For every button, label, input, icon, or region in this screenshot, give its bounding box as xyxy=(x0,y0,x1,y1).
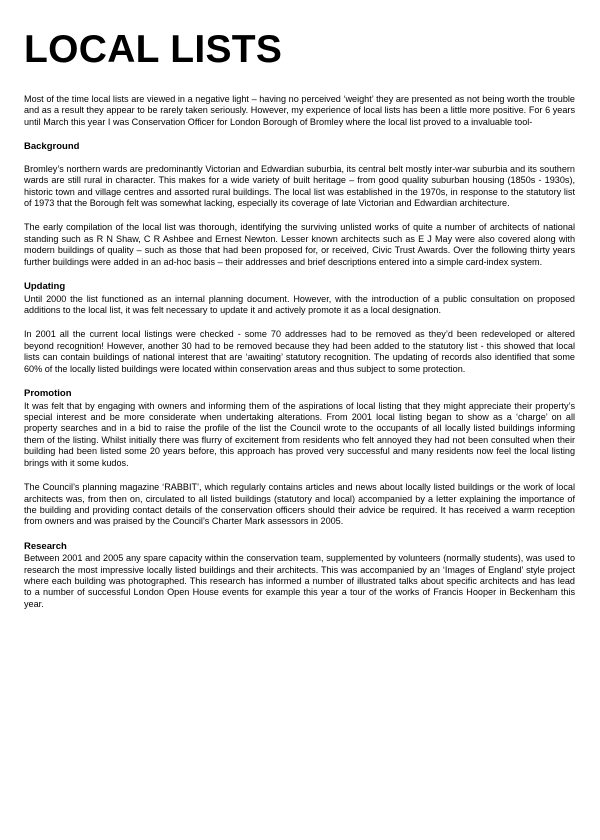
updating-paragraph-1: Until 2000 the list functioned as an internal planning document. However, with the introduction of a public consultation on proposed additions to the local list, it was felt necessary to update it and actively promote it as a local designation. xyxy=(24,293,575,315)
research-paragraph-1: Between 2001 and 2005 any spare capacity within the conservation team, supplemented by volunteers (normally students), was used to research the most impressive locally listed buildings and their architects. This was accompanied by an ‘Images of England’ style project where each building was photographed. This research has informed a number of illustrated talks about specific architects and has lead to a number of successful London Open House events for example this year a tour of the works of Francis Hooper in Beckenham this year. xyxy=(24,553,575,609)
background-paragraph-1: Bromley’s northern wards are predominantly Victorian and Edwardian suburbia, its central belt mostly inter-war suburbia and its southern wards are still rural in character. This makes for a wide variety of built heritage – from good quality suburban housing (1850s - 1930s), historic town and village centres and assorted rural buildings. The local list was established in the 1970s, in response to the statutory list of 1973 that the Borough felt was somewhat lacking, especially its coverage of late Victorian and Edwardian architecture. xyxy=(24,163,575,208)
section-heading-research: Research xyxy=(24,540,67,552)
section-heading-background: Background xyxy=(24,141,80,153)
promotion-paragraph-1: It was felt that by engaging with owners and informing them of the aspirations of local listing that they might appreciate their property’s special interest and be more considerate when undertaking alterations. From 2001 local listing began to show as a ‘charge’ on all property searches and in a bid to raise the profile of the list the Council wrote to the occupants of all locally listed buildings informing them of the listing. Whilst initially there was flurry of excitement from residents who felt annoyed they had not been consulted when their building had been listed some 20 years before, this approach has proved very successful and many residents now feel the local listing brings with it some kudos. xyxy=(24,400,575,468)
updating-paragraph-2: In 2001 all the current local listings were checked - some 70 addresses had to be removed as they’d been redeveloped or altered beyond recognition! However, another 30 had to be removed because they had been added to the statutory list - this showed that local lists can contain buildings of national interest that are ‘awaiting’ statutory recognition. The updating of records also identified that some 60% of the locally listed buildings were located within conservation areas and thus subject to some protection. xyxy=(24,329,575,374)
section-heading-updating: Updating xyxy=(24,281,66,293)
intro-paragraph: Most of the time local lists are viewed in a negative light – having no perceived ‘weight’ they are presented as not being worth the trouble and as a result they appear to be rarely taken seriously. However, my experience of local lists has been a little more positive. For 6 years until March this year I was Conservation Officer for London Borough of Bromley where the local list proved to a invaluable tool- xyxy=(24,94,575,127)
section-heading-promotion: Promotion xyxy=(24,388,72,400)
promotion-paragraph-2: The Council’s planning magazine ‘RABBIT’, which regularly contains articles and news about locally listed buildings or the work of local architects was, from then on, circulated to all listed buildings (statutory and local) accompanied by a letter explaining the importance of the building and providing contact details of the conservation officers should their advice be required. It has received a warm reception from owners and was praised by the Council’s Charter Mark assessors in 2005. xyxy=(24,482,575,527)
page-title: LOCAL LISTS xyxy=(24,28,283,71)
background-paragraph-2: The early compilation of the local list was thorough, identifying the surviving unlisted works of quite a number of architects of national standing such as R N Shaw, C R Ashbee and Ernest Newton. Lesser known architects such as E J May were also covered along with modern buildings of quality – such as those that had been proposed for, or received, Civic Trust Awards. Over the following thirty years further buildings were added in an ad-hoc basis – their addresses and brief descriptions entered into a simple card-index system. xyxy=(24,222,575,267)
